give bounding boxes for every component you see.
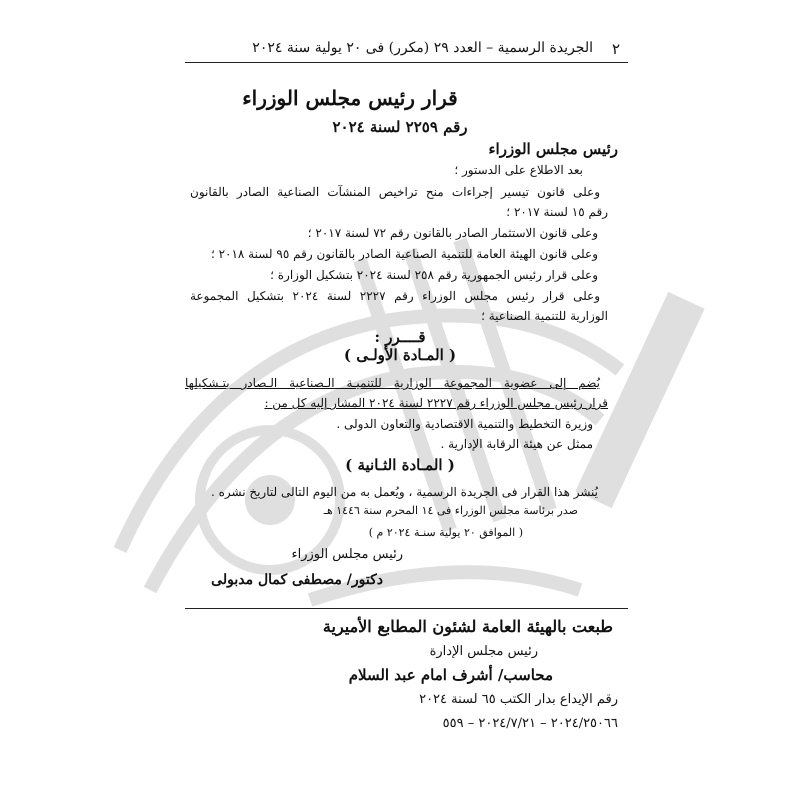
article-one-line: ممثل عن هيئة الرقابة الإدارية . (440, 437, 593, 451)
signatory-title: رئيس مجلس الوزراء (291, 547, 403, 562)
article-one-line: يُضم إلى عضوية المجموعة الوزارية للتنميـة الـصناعية الـصادر بتـشكيلها (185, 376, 600, 390)
running-header: الجريدة الرسمية – العدد ٢٩ (مكرر) فى ٢٠ يولية سنة ٢٠٢٤ (252, 40, 593, 56)
preamble-line: وعلى قرار رئيس الجمهورية رقم ٢٥٨ لسنة ٢٠٢٤ بتشكيل الوزارة ؛ (270, 268, 598, 282)
preamble-line: وعلى قانون الهيئة العامة للتنمية الصناعية الصادر بالقانون رقم ٩٥ لسنة ٢٠١٨ ؛ (210, 247, 598, 261)
article-one-line: قرار رئيس مجلس الوزراء رقم ٢٢٢٧ لسنة ٢٠٢٤ المشار إليه كل من : (264, 396, 608, 410)
preamble-line: وعلى قانون تيسير إجراءات منح تراخيص المنشآت الصناعية الصادر بالقانون (190, 185, 600, 199)
article-one-line: وزيرة التخطيط والتنمية الاقتصادية والتعاون الدولى . (336, 417, 593, 431)
preamble-line: وعلى قرار رئيس مجلس الوزراء رقم ٢٢٢٧ لسنة ٢٠٢٤ بتشكيل المجموعة (190, 289, 600, 303)
article-two-heading: ( المـادة الثـانية ) (345, 456, 455, 474)
deposit-codes: ٢٠٢٤/٢٥٠٦٦ – ٢٠٢٤/٧/٢١ – ٥٥٩ (442, 716, 618, 731)
preamble-line: وعلى قانون الاستثمار الصادر بالقانون رقم ٧٢ لسنة ٢٠١٧ ؛ (307, 226, 598, 240)
preamble-line: بعد الاطلاع على الدستور ؛ (454, 163, 583, 177)
board-chair-title: رئيس مجلس الإدارة (429, 644, 538, 659)
header-divider (185, 62, 628, 63)
decided-label: قــــرر : (374, 328, 426, 346)
deposit-number: رقم الإيداع بدار الكتب ٦٥ لسنة ٢٠٢٤ (419, 692, 618, 707)
printed-by: طبعت بالهيئة العامة لشئون المطابع الأميرية (322, 617, 613, 636)
corresponding-date: ( الموافق ٢٠ يولية سنـة ٢٠٢٤ م ) (368, 526, 523, 539)
preamble-line: الوزارية للتنمية الصناعية ؛ (481, 309, 608, 323)
footer-divider (185, 608, 628, 609)
decree-title: قرار رئيس مجلس الوزراء (242, 86, 458, 110)
decree-number: رقم ٢٢٥٩ لسنة ٢٠٢٤ (332, 118, 468, 136)
issued-at: صدر برئاسة مجلس الوزراء فى ١٤ المحرم سنة ١٤٤٦ هـ (323, 504, 578, 517)
article-one-heading: ( المـادة الأولـى ) (343, 346, 457, 364)
preamble-line: رقم ١٥ لسنة ٢٠١٧ ؛ (506, 205, 608, 219)
page-number: ٢ (612, 40, 621, 58)
issuer-heading: رئيس مجلس الوزراء (488, 140, 618, 158)
article-two-line: يُنشر هذا القرار فى الجريدة الرسمية ، ويُعمل به من اليوم التالى لتاريخ نشره . (210, 485, 598, 499)
signatory-name: دكتور/ مصطفى كمال مدبولى (211, 572, 383, 588)
accountant-name: محاسب/ أشرف امام عبد السلام (348, 666, 553, 684)
